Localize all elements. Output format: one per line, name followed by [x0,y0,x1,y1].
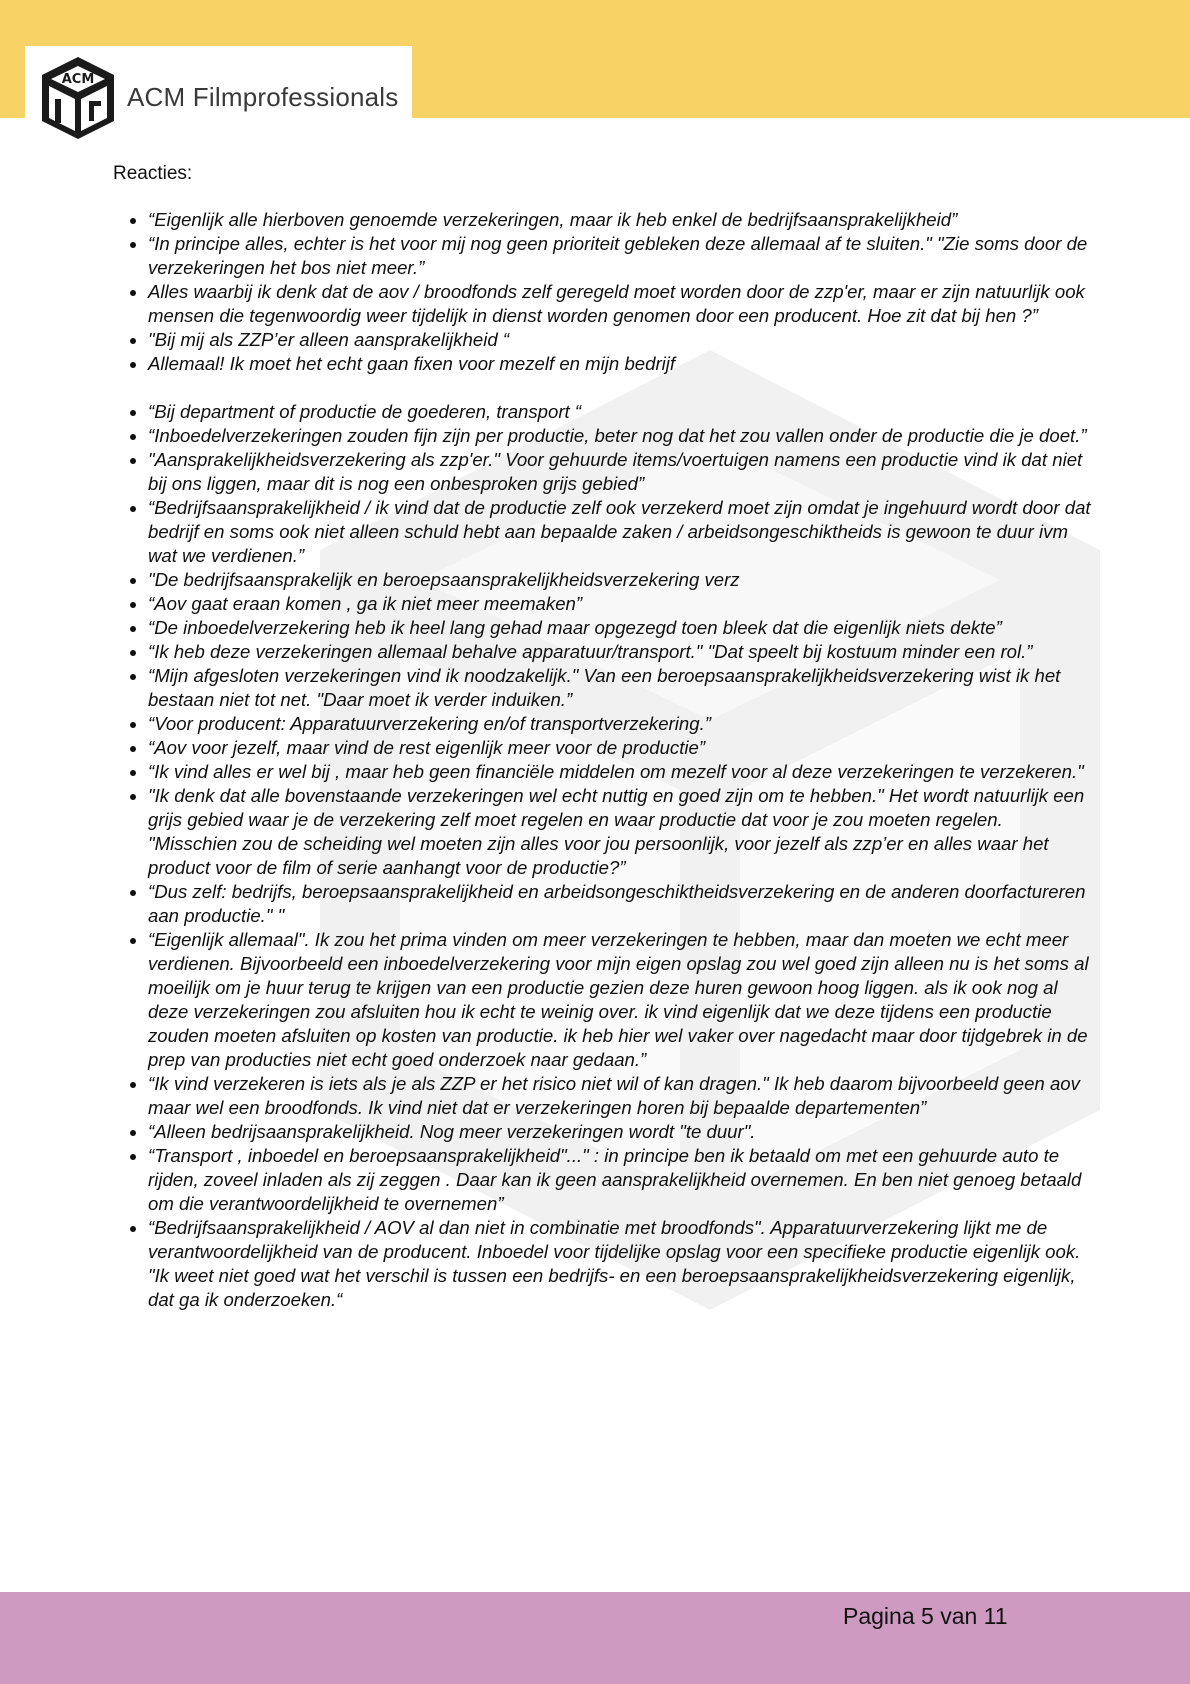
section-heading: Reacties: [113,163,193,184]
reactions-list-1 [113,208,1093,376]
logo-letter: ACM [61,72,95,87]
reaction-item: • "Aansprakelijkheidsverzekering als zzp'er." Voor gehuurde items/voertuigen namens een productie vind ik dat niet bij ons liggen, maar dit is nog een onbesproken grijs gebied” [148,448,1093,496]
reaction-item: • “De inboedelverzekering heb ik heel lang gehad maar opgezegd toen bleek dat die eigenlijk niets dekte” [148,616,1093,640]
reaction-item: • “Transport , inboedel en beroepsaansprakelijkheid"..." : in principe ben ik betaald om met een gehuurde auto te rijden, zoveel inladen als zij zeggen . Daar kan ik geen aansprakelijkheid overnemen. En ben niet genoeg betaald om die verantwoordelijkheid te overnemen” [148,1144,1093,1216]
reaction-item: • "Bij mij als ZZP’er alleen aansprakelijkheid “ [148,328,1093,352]
reactions-list-2 [113,400,1093,1312]
reaction-item: • “Bedrijfsaansprakelijkheid / AOV al dan niet in combinatie met broodfonds". Apparatuurverzekering lijkt me de verantwoordelijkheid van de producent. Inboedel voor tijdelijke opslag voor een specifieke productie eigenlijk ook. "Ik weet niet goed wat het verschil is tussen een bedrijfs- en een beroepsaansprakelijkheidsverzekering eigenlijk, dat ga ik onderzoeken.“ [148,1216,1093,1312]
reaction-item: • “In principe alles, echter is het voor mij nog geen prioriteit gebleken deze allemaal af te sluiten." "Zie soms door de verzekeringen het bos niet meer.” [148,232,1093,280]
reaction-item: • “Aov gaat eraan komen , ga ik niet meer meemaken” [148,592,1093,616]
reaction-item: • “Eigenlijk alle hierboven genoemde verzekeringen, maar ik heb enkel de bedrijfsaansprakelijkheid” [148,208,1093,232]
reaction-item: • “Ik vind alles er wel bij , maar heb geen financiële middelen om mezelf voor al deze verzekeringen te verzekeren." [148,760,1093,784]
reaction-item: • "De bedrijfsaansprakelijk en beroepsaansprakelijkheidsverzekering verz [148,568,1093,592]
reaction-item: • “Inboedelverzekeringen zouden fijn zijn per productie, beter nog dat het zou vallen onder de productie die je doet.” [148,424,1093,448]
reaction-item: • “Mijn afgesloten verzekeringen vind ik noodzakelijk." Van een beroepsaansprakelijkheidsverzekering wist ik het bestaan niet tot net. "Daar moet ik verder induiken.” [148,664,1093,712]
brand-name: ACM Filmprofessionals [127,82,399,112]
document-body [113,162,1093,1312]
reaction-item: • “Eigenlijk allemaal". Ik zou het prima vinden om meer verzekeringen te hebben, maar dan moeten we echt meer verdienen. Bijvoorbeeld een inboedelverzekering voor mijn eigen opslag zou wel goed zijn alleen nu is het soms al moeilijk om je huur terug te krijgen van een productie gezien deze huren gewoon hoog liggen. als ik ook nog al deze verzekeringen zou afsluiten hou ik echt te weinig over. ik vind eigenlijk dat we deze tijdens een productie zouden moeten afsluiten op kosten van productie. ik heb hier wel vaker over nagedacht maar door tijdgebrek in de prep van producties niet echt goed onderzoek naar gedaan.” [148,928,1093,1072]
reaction-item: • “Dus zelf: bedrijfs, beroepsaansprakelijkheid en arbeidsongeschiktheidsverzekering en de anderen doorfactureren aan productie." " [148,880,1093,928]
reaction-item: • "Ik denk dat alle bovenstaande verzekeringen wel echt nuttig en goed zijn om te hebben." Het wordt natuurlijk een grijs gebied waar je de verzekering zelf moet regelen en waar productie dat voor je zou moeten regelen. "Misschien zou de scheiding wel moeten zijn alles voor jou persoonlijk, voor jezelf als zzp’er en alles waar het product voor de film of serie aanhangt voor de productie?” [148,784,1093,880]
reaction-item: • “Voor producent: Apparatuurverzekering en/of transportverzekering.” [148,712,1093,736]
reaction-item: • “Alleen bedrijsaansprakelijkheid. Nog meer verzekeringen wordt "te duur". [148,1120,1093,1144]
reaction-item: • “Aov voor jezelf, maar vind de rest eigenlijk meer voor de productie” [148,736,1093,760]
reaction-item: • “Ik heb deze verzekeringen allemaal behalve apparatuur/transport." "Dat speelt bij kostuum minder een rol.” [148,640,1093,664]
logo [25,46,412,144]
reaction-item: • “Bij department of productie de goederen, transport “ [148,400,1093,424]
reaction-item: • Alles waarbij ik denk dat de aov / broodfonds zelf geregeld moet worden door de zzp'er, maar er zijn natuurlijk ook mensen die tegenwoordig weer tijdelijk in dienst worden genomen door een producent. Hoe zit dat bij hen ?” [148,280,1093,328]
reaction-item: • “Ik vind verzekeren is iets als je als ZZP er het risico niet wil of kan dragen." Ik heb daarom bijvoorbeeld geen aov maar wel een broodfonds. Ik vind niet dat er verzekeringen horen bij bepaalde departementen” [148,1072,1093,1120]
page-number: Pagina 5 van 11 [843,1603,1008,1629]
footer-band [0,1592,1190,1684]
reaction-item: • Allemaal! Ik moet het echt gaan fixen voor mezelf en mijn bedrijf [148,352,1093,376]
acm-logo-icon [39,55,117,141]
reaction-item: • “Bedrijfsaansprakelijkheid / ik vind dat de productie zelf ook verzekerd moet zijn omdat je ingehuurd wordt door dat bedrijf en soms ook niet alleen schuld hebt aan bepaalde zaken / arbeidsongeschiktheids is gewoon te duur ivm wat we verdienen.” [148,496,1093,568]
